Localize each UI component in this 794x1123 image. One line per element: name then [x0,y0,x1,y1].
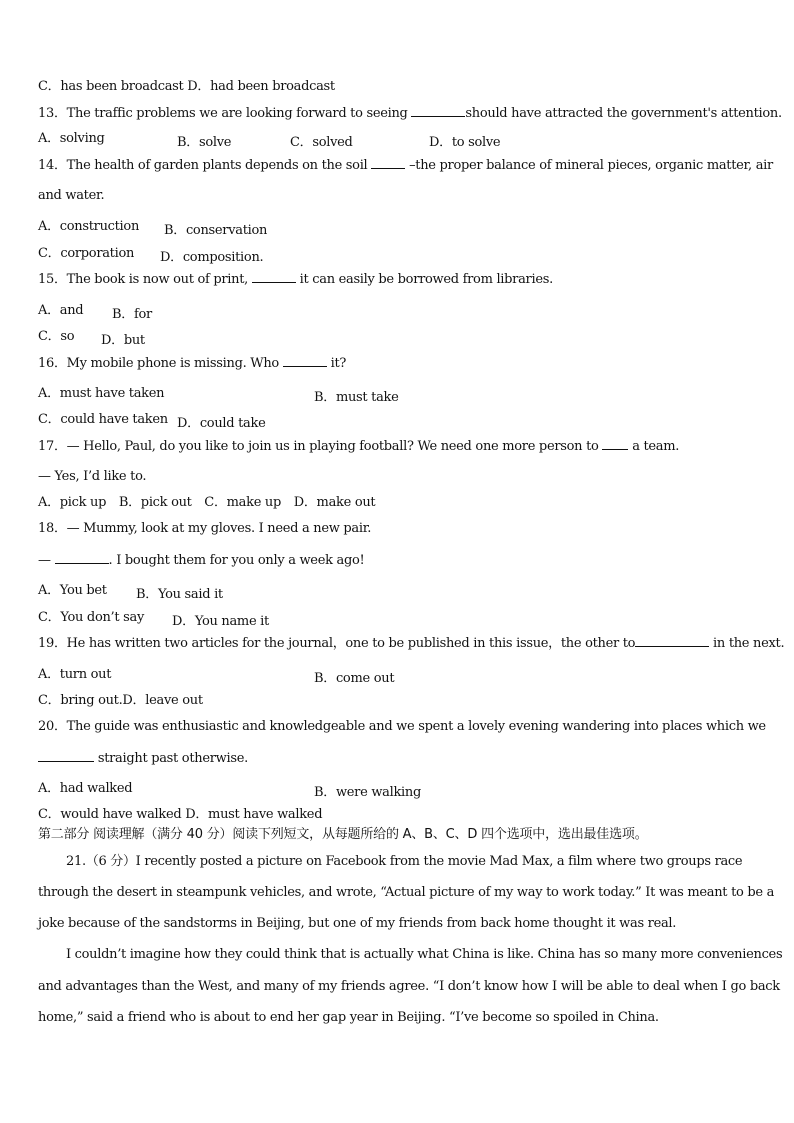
q14-option-b: B．conservation [164,223,268,238]
q19-options-cd: C．bring out.D．leave out [38,693,203,708]
q15-option-a: A．and [38,303,84,318]
q16-option-d: D．could take [177,416,266,431]
q18-reply-pre: — [38,553,55,568]
q14-option-a: A．construction [38,219,140,234]
passage-line: I couldn’t imagine how they could think that is actually what China is like. China has so many more conveniences [66,947,783,962]
q18-option-a: A．You bet [38,583,107,598]
q13-blank [411,105,465,117]
q19-stem-post: in the next. [709,636,785,651]
q15-option-d: D．but [101,333,145,348]
q16-option-c: C．could have taken [38,412,168,427]
q14-stem-post: –the proper balance of mineral pieces, organic matter, air [405,158,773,173]
q15-option-c: C．so [38,329,75,344]
q16-blank [283,355,327,367]
passage-line: through the desert in steampunk vehicles, and wrote, “Actual picture of my way to work today.” It was meant to be a [38,885,775,900]
q17-stem [38,438,679,455]
q16-stem-post: it? [326,356,347,371]
q20-option-b: B．were walking [314,785,421,800]
q18-option-d: D．You name it [172,614,269,629]
q17-reply: — Yes, I’d like to. [38,469,147,484]
q14-option-d: D．composition. [160,250,264,265]
q14-blank [371,157,405,169]
passage-line: joke because of the sandstorms in Beijing, but one of my friends from back home thought it was real. [38,916,677,931]
q20-option-a: A．had walked [38,781,133,796]
q13-option-b: B．solve [177,135,232,150]
section-heading: 第二部分 阅读理解（满分 40 分）阅读下列短文，从每题所给的 A、B、C、D 四个选项中，选出最佳选项。 [38,827,648,842]
q15-blank [252,271,296,283]
q18-option-c: C．You don’t say [38,610,145,625]
q14-option-c: C．corporation [38,246,135,261]
q19-stem [38,635,784,652]
passage-line: home,” said a friend who is about to end her gap year in Beijing. “I’ve become so spoiled in China. [38,1010,659,1025]
q14-stem-cont: and water. [38,188,105,203]
q18-option-b: B．You said it [136,587,223,602]
q20-stem-post: straight past otherwise. [94,751,248,766]
q13-option-c: C．solved [290,135,353,150]
q14-stem-pre: 14．The health of garden plants depends on the soil [38,158,372,173]
q16-stem [38,355,346,372]
q20-stem-cont [38,750,248,767]
q15-stem-post: it can easily be borrowed from libraries. [295,272,553,287]
q15-stem-pre: 15．The book is now out of print, [38,272,252,287]
q18-reply [38,552,364,569]
q16-option-b: B．must take [314,390,399,405]
q13-option-a: A．solving [38,131,105,146]
q14-stem [38,157,773,174]
q19-stem-pre: 19．He has written two articles for the journal，one to be published in this issue，the other to [38,636,636,651]
passage-line: and advantages than the West, and many of my friends agree. “I don’t know how I will be able to deal when I go back [38,979,780,994]
q17-blank [602,438,628,450]
q19-blank [635,635,709,647]
q20-blank [38,750,94,762]
q18-stem: 18．— Mummy, look at my gloves. I need a new pair. [38,521,372,536]
q13-stem-pre: 13．The traffic problems we are looking forward to seeing [38,106,412,121]
q20-stem: 20．The guide was enthusiastic and knowledgeable and we spent a lovely evening wandering into places which we [38,719,766,734]
q20-options-cd: C．would have walked D．must have walked [38,807,323,822]
q19-option-a: A．turn out [38,667,112,682]
q13-stem-post: should have attracted the government's attention. [465,106,782,121]
q15-option-b: B．for [112,307,152,322]
q17-stem-pre: 17．— Hello, Paul, do you like to join us in playing football? We need one more person to [38,439,603,454]
q18-reply-post: . I bought them for you only a week ago! [108,553,365,568]
q12-options-cd: C．has been broadcast D．had been broadcast [38,79,335,94]
q17-options: A．pick up B．pick out C．make up D．make out [38,495,376,510]
q17-stem-post: a team. [628,439,680,454]
q16-stem-pre: 16．My mobile phone is missing. Who [38,356,283,371]
q15-stem [38,271,553,288]
q19-option-b: B．come out [314,671,395,686]
q13-option-d: D．to solve [429,135,501,150]
q16-option-a: A．must have taken [38,386,165,401]
q13-stem [38,105,782,122]
q18-blank [55,552,109,564]
passage-line: 21.（6 分）I recently posted a picture on Facebook from the movie Mad Max, a film where two groups race [66,854,743,869]
